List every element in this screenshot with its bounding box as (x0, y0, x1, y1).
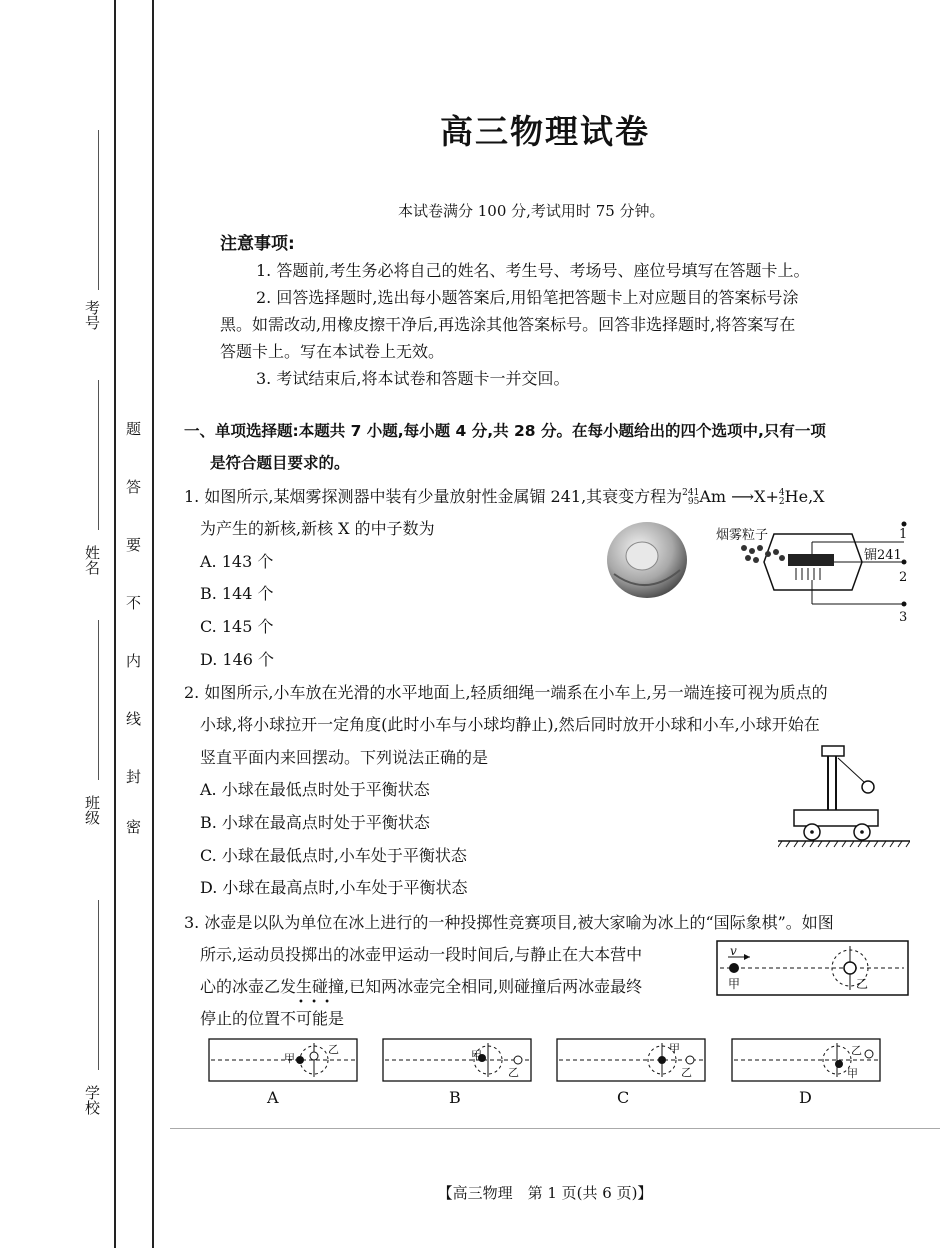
seal-char: 线 (126, 710, 142, 728)
q1-option-d: D. 146 个 (200, 650, 275, 669)
field-name-label: 姓名 (83, 545, 101, 575)
fig-jia-label: 甲 (728, 977, 741, 991)
q3-option-d-label: D (799, 1088, 812, 1107)
he-symbol: He,X (784, 487, 825, 506)
opt-b-jia: 甲 (471, 1049, 482, 1062)
opt-d-yi: 乙 (851, 1044, 862, 1057)
section-heading-cont: 是符合题目要求的。 (210, 454, 350, 472)
opt-c-jia: 甲 (669, 1042, 680, 1055)
x-symbol: X+ (754, 487, 779, 506)
notice-item: 答题卡上。写在本试卷上无效。 (220, 342, 445, 361)
seal-char: 内 (126, 652, 142, 670)
fig-label-am: 镅241 (864, 548, 902, 563)
binding-line-outer (114, 0, 116, 1248)
seal-char: 答 (126, 478, 142, 496)
q2-option-b: B. 小球在最高点时处于平衡状态 (200, 813, 430, 832)
q1-stem-text: 1. 如图所示,某烟雾探测器中装有少量放射性金属镅 241,其衰变方程为 (184, 487, 683, 506)
field-class-line (98, 620, 99, 780)
q3-stem-cont: 心的冰壶乙发生碰撞,已知两冰壶完全相同,则碰撞后两冰壶最终 (200, 977, 643, 996)
he-mass-number: 4 (778, 487, 785, 498)
page-title: 高三物理试卷 (440, 112, 650, 151)
am-symbol: Am (699, 487, 727, 506)
smoke-detector-photo (604, 520, 690, 600)
q1-option-c: C. 145 个 (200, 617, 274, 636)
field-class-label: 班级 (83, 795, 101, 825)
q1-equation (682, 487, 824, 507)
q2-option-d: D. 小球在最高点时,小车处于平衡状态 (200, 878, 468, 897)
am-atomic-number: 95 (687, 496, 700, 507)
binding-line-inner (152, 0, 154, 1248)
section-heading: 一、单项选择题:本题共 7 小题,每小题 4 分,共 28 分。在每小题给出的四个选项中,只有一项 (184, 422, 826, 440)
notice-item: 黑。如需改动,用橡皮擦干净后,再选涂其他答案标号。回答非选择题时,将答案写在 (220, 315, 796, 334)
q3-option-b-label: B (449, 1088, 461, 1107)
am-mass-number: 241 (682, 487, 700, 498)
seal-char: 密 (126, 818, 142, 836)
q2-stem-cont: 竖直平面内来回摆动。下列说法正确的是 (200, 748, 489, 767)
notice-item: 1. 答题前,考生务必将自己的姓名、考生号、考场号、座位号填写在答题卡上。 (256, 261, 810, 280)
notice-item: 2. 回答选择题时,选出每小题答案后,用铅笔把答题卡上对应题目的答案标号涂 (256, 288, 799, 307)
opt-c-yi: 乙 (681, 1066, 692, 1079)
cart-pendulum-figure (778, 742, 910, 854)
fig-label-smoke: 烟雾粒子 (716, 528, 769, 543)
opt-a-yi: 乙 (328, 1043, 339, 1056)
q1-stem-cont: 为产生的新核,新核 X 的中子数为 (200, 519, 435, 538)
page-footer: 【高三物理 第 1 页(共 6 页)】 (437, 1184, 653, 1202)
seal-char: 要 (126, 536, 142, 554)
opt-a-jia: 甲 (284, 1052, 295, 1065)
q2-stem: 2. 如图所示,小车放在光滑的水平地面上,轻质细绳一端系在小车上,另一端连接可视为质点的 (184, 683, 828, 702)
notice-item: 3. 考试结束后,将本试卷和答题卡一并交回。 (256, 369, 570, 388)
opt-b-yi: 乙 (508, 1066, 519, 1079)
q2-option-a: A. 小球在最低点时处于平衡状态 (200, 780, 430, 799)
q2-option-c: C. 小球在最低点时,小车处于平衡状态 (200, 846, 467, 865)
fig-terminal-3: 3 (899, 610, 908, 625)
opt-d-jia: 甲 (847, 1067, 858, 1080)
field-exam-number-label: 考号 (83, 300, 101, 330)
field-name-line (98, 380, 99, 530)
q3-stem-cont: 停止的位置不可能是 (200, 1009, 345, 1028)
curling-figure (716, 940, 909, 996)
he-atomic-number: 2 (778, 496, 785, 507)
seal-char: 题 (126, 420, 142, 438)
q1-option-b: B. 144 个 (200, 584, 274, 603)
q3-stem: 3. 冰壶是以队为单位在冰上进行的一种投掷性竞赛项目,被大家喻为冰上的“国际象棋”。如图 (184, 913, 834, 932)
q2-stem-cont: 小球,将小球拉开一定角度(此时小车与小球均静止),然后同时放开小球和小车,小球开始在 (200, 715, 820, 734)
seal-char: 封 (126, 768, 142, 786)
fig-yi-label: 乙 (856, 977, 869, 991)
fig-v-label: v (730, 944, 737, 958)
q3-option-c-label: C (617, 1088, 630, 1107)
seal-char: 不 (126, 594, 142, 612)
field-school-line (98, 900, 99, 1070)
fig-terminal-2: 2 (899, 570, 908, 585)
q3-stem-cont: 所示,运动员投掷出的冰壶甲运动一段时间后,与静止在大本营中 (200, 945, 643, 964)
arrow: ⟶ (731, 487, 755, 506)
field-exam-number-line (98, 130, 99, 290)
q1-option-a: A. 143 个 (200, 552, 274, 571)
q1-stem (184, 484, 825, 507)
notice-heading: 注意事项: (220, 234, 295, 254)
fig-terminal-1: 1 (899, 527, 908, 542)
q3-option-a-label: A (267, 1088, 279, 1107)
emphasis-dots: • • • (298, 997, 333, 1008)
exam-meta: 本试卷满分 100 分,考试用时 75 分钟。 (398, 202, 665, 220)
footer-rule (170, 1128, 940, 1129)
field-school-label: 学校 (83, 1085, 101, 1115)
